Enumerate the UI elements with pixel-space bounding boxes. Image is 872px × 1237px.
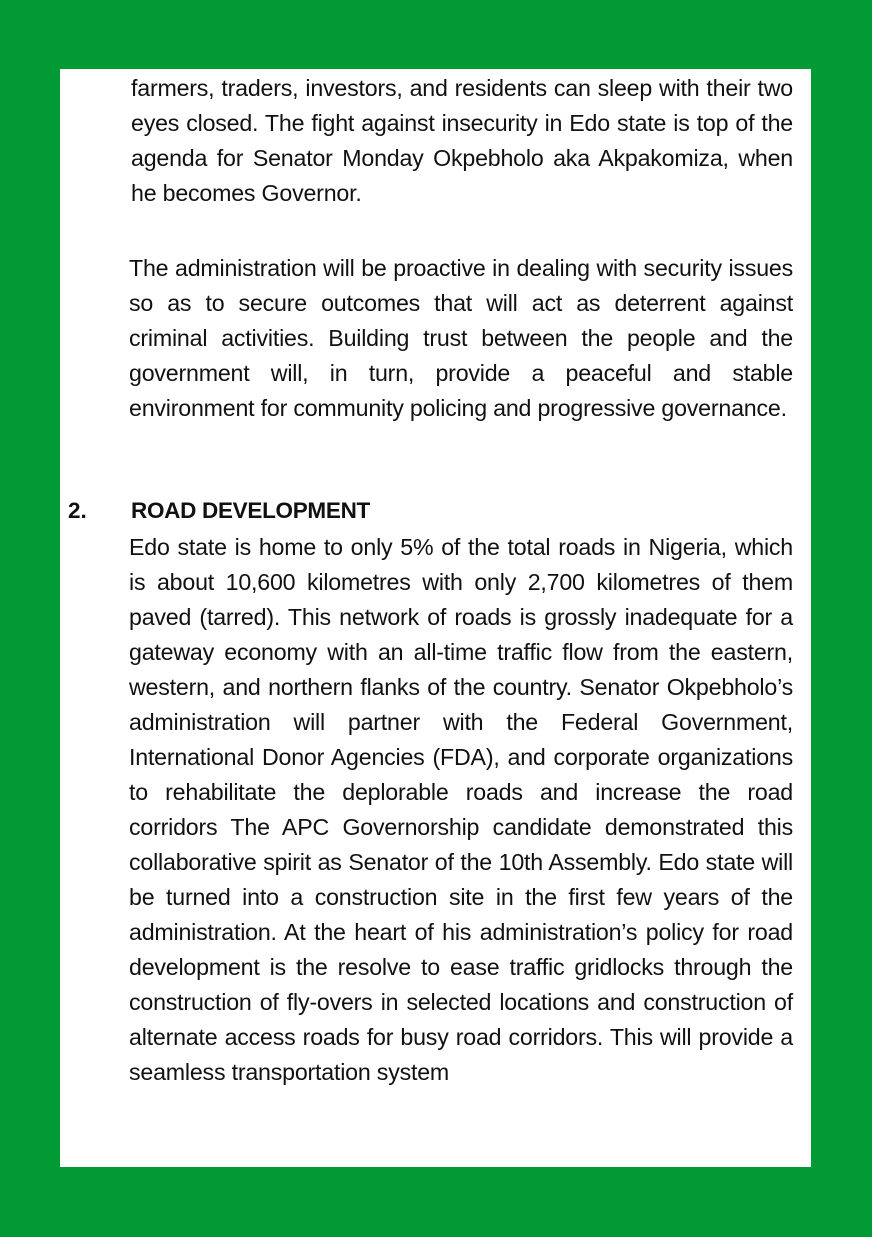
section-number: 2.: [68, 498, 87, 523]
document-page: [60, 69, 811, 1167]
paragraph-security-intro: farmers, traders, investors, and residents can sleep with their two eyes closed. The fight against insecurity in Edo state is top of the agenda for Senator Monday Okpebholo aka Akpakomiza, when he becomes Governor.: [131, 75, 793, 206]
paragraph-road-development: Edo state is home to only 5% of the total roads in Nigeria, which is about 10,600 kilometres with only 2,700 kilometres of them paved (tarred). This network of roads is grossly inadequate for a gateway economy with an all-time traffic flow from the eastern, western, and northern flanks of the country. Senator Okpebholo’s administration will partner with the Federal Government, International Donor Agencies (FDA), and corporate organizations to rehabilitate the deplorable roads and increase the road corridors The APC Governorship candidate demonstrated this collaborative spirit as Senator of the 10th Assembly. Edo state will be turned into a construction site in the first few years of the administration. At the heart of his administration’s policy for road development is the resolve to ease traffic gridlocks through the construction of fly-overs in selected locations and construction of alternate access roads for busy road corridors. This will provide a seamless transportation system: [129, 534, 793, 1085]
section-title: ROAD DEVELOPMENT: [131, 498, 370, 523]
section-heading: [68, 493, 793, 528]
paragraph-security-administration: The administration will be proactive in dealing with security issues so as to secure outcomes that will act as deterrent against criminal activities. Building trust between the people and the government will, in turn, provide a peaceful and stable environment for community policing and progressive governance.: [129, 255, 793, 421]
